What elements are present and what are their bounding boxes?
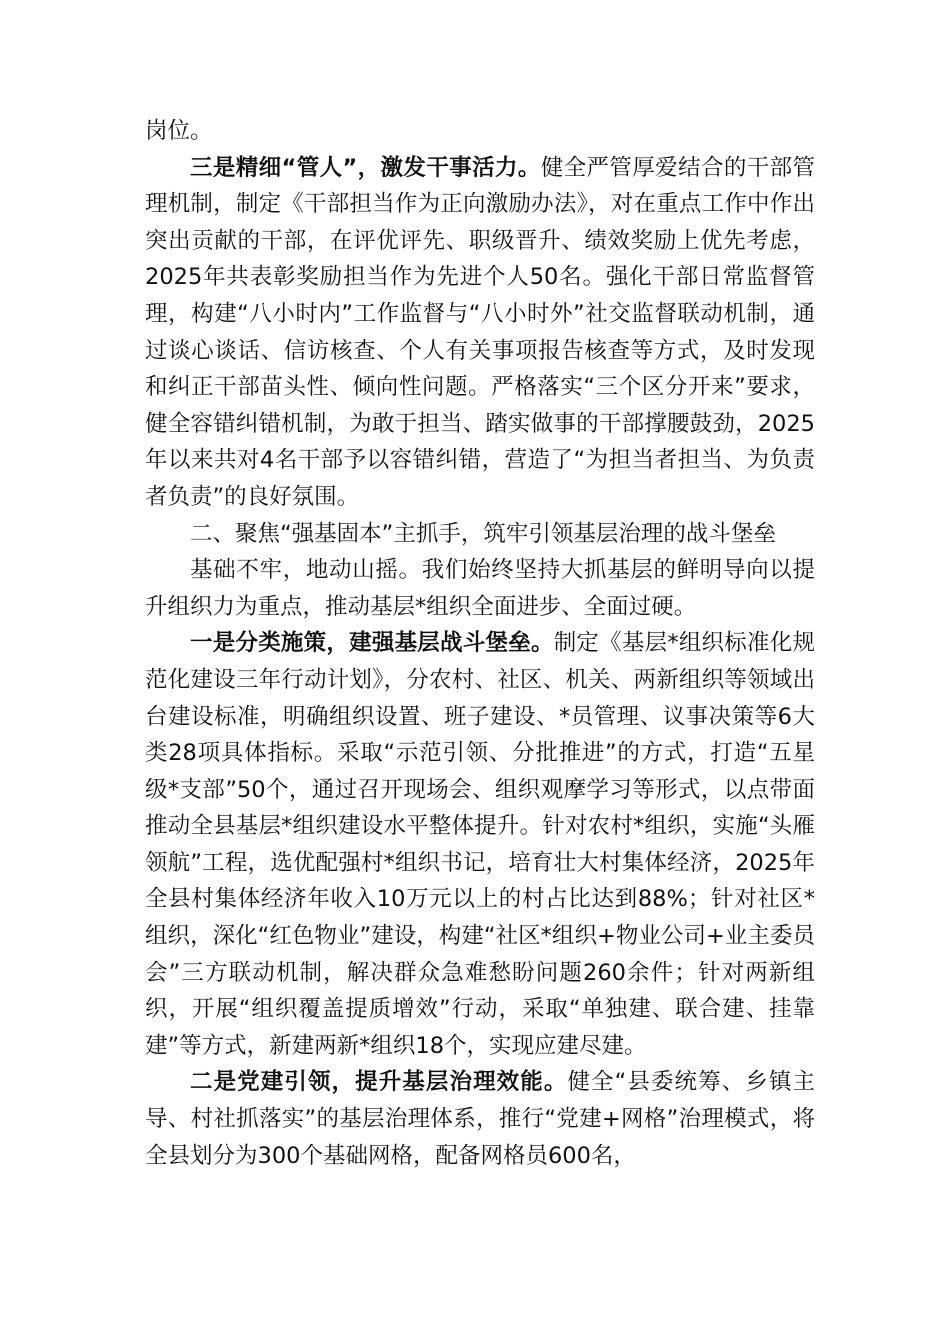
paragraph-text: 制定《基层*组织标准化规范化建设三年行动计划》，分农村、社区、机关、两新组织等领域出台建设标准，明确组织设置、班子建设、*员管理、议事决策等6大类28项具体指标。采取“示范引领、分批推进”的方式，打造“五星级*支部”50个，通过召开现场会、组织观摩学习等形式，以点带面推动全县基层*组织建设水平整体提升。针对农村*组织，实施“头雁领航”工程，选优配强村*组织书记，培育壮大村集体经济，2025年全县村集体经济年收入10万元以上的村占比达到88%；针对社区*组织，深化“红色物业”建设，构建“社区*组织+物业公司+业主委员会”三方联动机制，解决群众急难愁盼问题260余件；针对两新组织，开展“组织覆盖提质增效”行动，采取“单独建、联合建、挂靠建”等方式，新建两新*组织18个，实现应建尽建。: [145, 630, 815, 1059]
paragraph-text: 健全严管厚爱结合的干部管理机制，制定《干部担当作为正向激励办法》，对在重点工作中作出突出贡献的干部，在评优评先、职级晋升、绩效奖励上优先考虑，2025年共表彰奖励担当作为先进个人50名。强化干部日常监督管理，构建“八小时内”工作监督与“八小时外”社交监督联动机制，通过谈心谈话、信访核查、个人有关事项报告核查等方式，及时发现和纠正干部苗头性、倾向性问题。严格落实“三个区分开来”要求，健全容错纠错机制，为敢于担当、踏实做事的干部撑腰鼓劲，2025年以来共对4名干部予以容错纠错，营造了“为担当者担当、为负责者负责”的良好氛围。: [145, 154, 815, 510]
paragraph-lead-heading: 一是分类施策，建强基层战斗堡垒。: [190, 630, 554, 657]
paragraph-manage-cadres: [145, 150, 815, 516]
paragraph-text: 岗位。: [145, 118, 213, 144]
paragraph-text: 健全“县委统筹、乡镇主导、村社抓落实”的基层治理体系，推行“党建+网格”治理模式，将全县划分为300个基础网格，配备网格员600名，: [145, 1069, 815, 1169]
section-heading-text: 二、聚焦“强基固本”主抓手，筑牢引领基层治理的战斗堡垒: [190, 520, 776, 547]
paragraph-lead-heading: 三是精细“管人”，激发干事活力。: [190, 154, 541, 181]
paragraph-foundation-intro: [145, 552, 815, 625]
paragraph-classified-measures: [145, 625, 815, 1064]
section-heading-two: [145, 516, 815, 553]
paragraph-lead-heading: 二是党建引领，提升基层治理效能。: [190, 1069, 568, 1096]
paragraph-text: 基础不牢，地动山摇。我们始终坚持大抓基层的鲜明导向以提升组织力为重点，推动基层*组织全面进步、全面过硬。: [145, 557, 815, 620]
document-body: [145, 113, 815, 1174]
paragraph-continuation: [145, 113, 815, 150]
paragraph-party-leadership: [145, 1064, 815, 1174]
